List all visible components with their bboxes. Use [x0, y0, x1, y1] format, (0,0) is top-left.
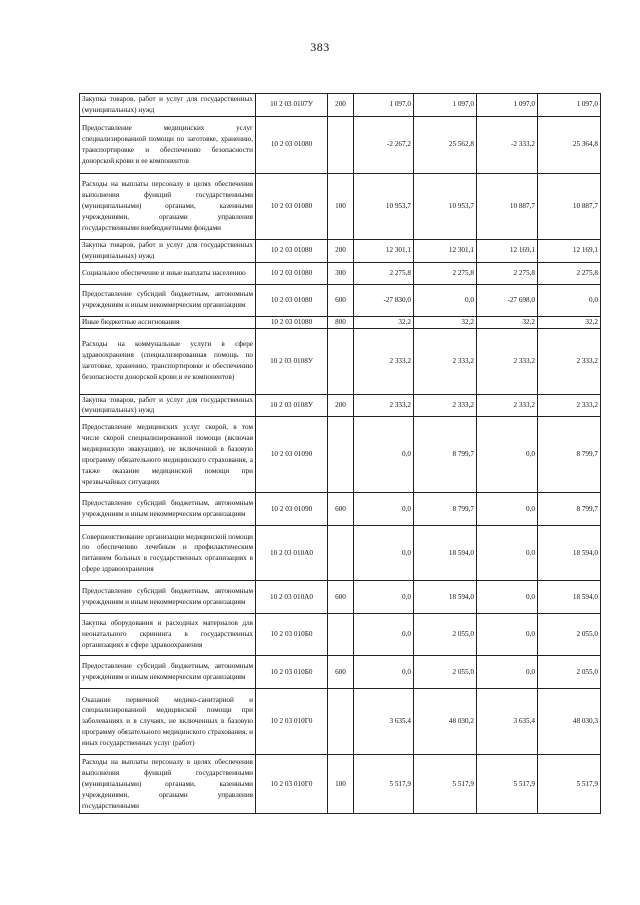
row-code: 10 2 03 0107У: [256, 94, 328, 117]
row-vr: [328, 328, 354, 394]
row-name: Предоставление медицинских услуг специализированной помощи по заготовке, хранению, транспортировке и обеспечению безопасности донорской крови и ее компонентов: [80, 116, 256, 173]
row-name: Предоставление субсидий бюджетным, автономным учреждениям и иным некоммерческим организациям: [80, 493, 256, 526]
row-amount-3: 12 169,1: [477, 239, 538, 262]
row-amount-1: 12 301,1: [354, 239, 414, 262]
row-amount-2: 48 030,2: [414, 689, 477, 755]
row-amount-4: 2 055,0: [538, 614, 601, 656]
row-name: Предоставление медицинских услуг скорой, в том числе скорой специализированной помощи (включая медицинскую эвакуацию), не включенной в базовую программу обязательного медицинского страхования, а также оказание медицинской помощи при чрезвычайных ситуациях: [80, 417, 256, 493]
row-amount-3: 3 635,4: [477, 689, 538, 755]
row-amount-1: 32,2: [354, 316, 414, 328]
row-amount-2: 2 275,8: [414, 262, 477, 284]
row-amount-2: 2 055,0: [414, 656, 477, 689]
table-row: [80, 239, 601, 262]
row-amount-4: 32,2: [538, 316, 601, 328]
row-amount-3: 0,0: [477, 493, 538, 526]
row-amount-3: 32,2: [477, 316, 538, 328]
row-amount-3: 2 333,2: [477, 394, 538, 417]
row-vr: 300: [328, 262, 354, 284]
row-vr: 600: [328, 581, 354, 614]
row-name: Предоставление субсидий бюджетным, автономным учреждениям и иным некоммерческим организациям: [80, 284, 256, 316]
row-amount-2: 8 799,7: [414, 493, 477, 526]
row-amount-4: 2 333,2: [538, 328, 601, 394]
table-row: [80, 116, 601, 173]
row-amount-3: 0,0: [477, 417, 538, 493]
row-amount-4: 8 799,7: [538, 493, 601, 526]
row-vr: 200: [328, 94, 354, 117]
row-amount-4: 18 594,0: [538, 581, 601, 614]
table-row: [80, 284, 601, 316]
row-code: 10 2 03 01080: [256, 116, 328, 173]
row-name: Расходы на выплаты персоналу в целях обеспечения выполнения функций государственными (муниципальными) органами, казенными учреждениями, органами управления государственными внебюджетными фондами: [80, 173, 256, 239]
row-amount-1: 3 635,4: [354, 689, 414, 755]
row-code: 10 2 03 01090: [256, 417, 328, 493]
row-amount-3: -27 698,0: [477, 284, 538, 316]
row-code: 10 2 03 01090: [256, 493, 328, 526]
row-amount-4: 1 097,0: [538, 94, 601, 117]
row-name: Иные бюджетные ассигнования: [80, 316, 256, 328]
row-vr: [328, 417, 354, 493]
row-code: 10 2 03 0108У: [256, 328, 328, 394]
row-vr: 600: [328, 656, 354, 689]
row-name: Оказание первичной медико-санитарной и специализированной медицинской помощи при заболеваниях и в случаях, не включенных в базовую программу обязательного медицинского страхования, и иных государственных услуг (работ): [80, 689, 256, 755]
row-code: 10 2 03 010Б0: [256, 656, 328, 689]
row-amount-1: 1 097,0: [354, 94, 414, 117]
row-name: Закупка товаров, работ и услуг для государственных (муниципальных) нужд: [80, 94, 256, 117]
row-vr: [328, 689, 354, 755]
row-amount-3: 5 517,9: [477, 755, 538, 814]
row-amount-3: 0,0: [477, 656, 538, 689]
row-vr: [328, 614, 354, 656]
row-amount-1: 0,0: [354, 526, 414, 581]
row-code: 10 2 03 010Б0: [256, 614, 328, 656]
row-amount-1: -27 830,0: [354, 284, 414, 316]
row-amount-4: 10 887,7: [538, 173, 601, 239]
table-row: [80, 689, 601, 755]
row-code: 10 2 03 01080: [256, 239, 328, 262]
table-row: [80, 394, 601, 417]
row-name: Закупка товаров, работ и услуг для государственных (муниципальных) нужд: [80, 394, 256, 417]
table-row: [80, 94, 601, 117]
table-row: [80, 581, 601, 614]
row-amount-4: 2 275,8: [538, 262, 601, 284]
row-amount-2: 25 562,8: [414, 116, 477, 173]
row-amount-4: 12 169,1: [538, 239, 601, 262]
row-amount-2: 5 517,9: [414, 755, 477, 814]
row-name: Социальное обеспечение и иные выплаты населению: [80, 262, 256, 284]
row-amount-1: 2 333,2: [354, 394, 414, 417]
row-amount-2: 12 301,1: [414, 239, 477, 262]
row-amount-2: 0,0: [414, 284, 477, 316]
row-amount-1: -2 267,2: [354, 116, 414, 173]
row-code: 10 2 03 01080: [256, 173, 328, 239]
row-vr: 600: [328, 284, 354, 316]
row-code: 10 2 03 010А0: [256, 581, 328, 614]
row-code: 10 2 03 010Г0: [256, 689, 328, 755]
row-name: Расходы на выплаты персоналу в целях обеспечения выполнения функций государственными (муниципальными) органами, казенными учреждениями, органами управления государственными: [80, 755, 256, 814]
row-amount-3: 2 275,8: [477, 262, 538, 284]
row-name: Совершенствование организации медицинской помощи по обеспечению лечебным и профилактическим питанием больных в государственных организациях в сфере здравоохранения: [80, 526, 256, 581]
row-vr: 600: [328, 493, 354, 526]
row-amount-4: 8 799,7: [538, 417, 601, 493]
row-amount-2: 2 333,2: [414, 328, 477, 394]
row-code: 10 2 03 01080: [256, 284, 328, 316]
row-amount-1: 10 953,7: [354, 173, 414, 239]
table-row: [80, 173, 601, 239]
row-vr: [328, 526, 354, 581]
row-amount-3: 0,0: [477, 526, 538, 581]
row-amount-3: 2 333,2: [477, 328, 538, 394]
row-name: Закупка оборудования и расходных материалов для неонатального скрининга в государственных организациях в сфере здравоохранения: [80, 614, 256, 656]
row-amount-2: 2 333,2: [414, 394, 477, 417]
table-row: [80, 493, 601, 526]
row-amount-2: 10 953,7: [414, 173, 477, 239]
row-code: 10 2 03 010А0: [256, 526, 328, 581]
table-row: [80, 316, 601, 328]
row-amount-3: 0,0: [477, 581, 538, 614]
row-amount-2: 8 799,7: [414, 417, 477, 493]
row-amount-4: 2 055,0: [538, 656, 601, 689]
row-amount-3: 0,0: [477, 614, 538, 656]
row-amount-4: 2 333,2: [538, 394, 601, 417]
row-vr: 100: [328, 755, 354, 814]
row-amount-1: 5 517,9: [354, 755, 414, 814]
row-vr: 200: [328, 239, 354, 262]
row-amount-1: 0,0: [354, 656, 414, 689]
row-amount-2: 1 097,0: [414, 94, 477, 117]
table-row: [80, 328, 601, 394]
row-code: 10 2 03 01080: [256, 316, 328, 328]
row-amount-3: 1 097,0: [477, 94, 538, 117]
row-amount-2: 18 594,0: [414, 526, 477, 581]
table-row: [80, 417, 601, 493]
row-code: 10 2 03 01080: [256, 262, 328, 284]
row-code: 10 2 03 0108У: [256, 394, 328, 417]
row-amount-1: 0,0: [354, 581, 414, 614]
row-amount-1: 2 275,8: [354, 262, 414, 284]
row-amount-4: 0,0: [538, 284, 601, 316]
row-amount-4: 48 030,3: [538, 689, 601, 755]
row-amount-4: 18 594,0: [538, 526, 601, 581]
row-name: Предоставление субсидий бюджетным, автономным учреждениям и иным некоммерческим организациям: [80, 656, 256, 689]
row-vr: 100: [328, 173, 354, 239]
row-amount-3: -2 333,2: [477, 116, 538, 173]
row-amount-2: 32,2: [414, 316, 477, 328]
table-row: [80, 262, 601, 284]
row-name: Расходы на коммунальные услуги в сфере здравоохранения (специализированная помощь по заготовке, хранению, транспортировке и обеспечению безопасности донорской крови и ее компонентов): [80, 328, 256, 394]
table-row: [80, 656, 601, 689]
row-amount-4: 5 517,9: [538, 755, 601, 814]
row-amount-2: 2 055,0: [414, 614, 477, 656]
row-vr: 800: [328, 316, 354, 328]
row-vr: 200: [328, 394, 354, 417]
row-amount-1: 0,0: [354, 614, 414, 656]
row-name: Закупка товаров, работ и услуг для государственных (муниципальных) нужд: [80, 239, 256, 262]
budget-table: [79, 93, 601, 814]
row-amount-2: 18 594,0: [414, 581, 477, 614]
row-code: 10 2 03 010Г0: [256, 755, 328, 814]
row-amount-1: 0,0: [354, 493, 414, 526]
row-amount-1: 2 333,2: [354, 328, 414, 394]
table-row: [80, 755, 601, 814]
row-vr: [328, 116, 354, 173]
page-number: 383: [310, 40, 330, 54]
row-amount-4: 25 364,8: [538, 116, 601, 173]
row-name: Предоставление субсидий бюджетным, автономным учреждениям и иным некоммерческим организациям: [80, 581, 256, 614]
row-amount-3: 10 887,7: [477, 173, 538, 239]
table-row: [80, 614, 601, 656]
row-amount-1: 0,0: [354, 417, 414, 493]
table-row: [80, 526, 601, 581]
